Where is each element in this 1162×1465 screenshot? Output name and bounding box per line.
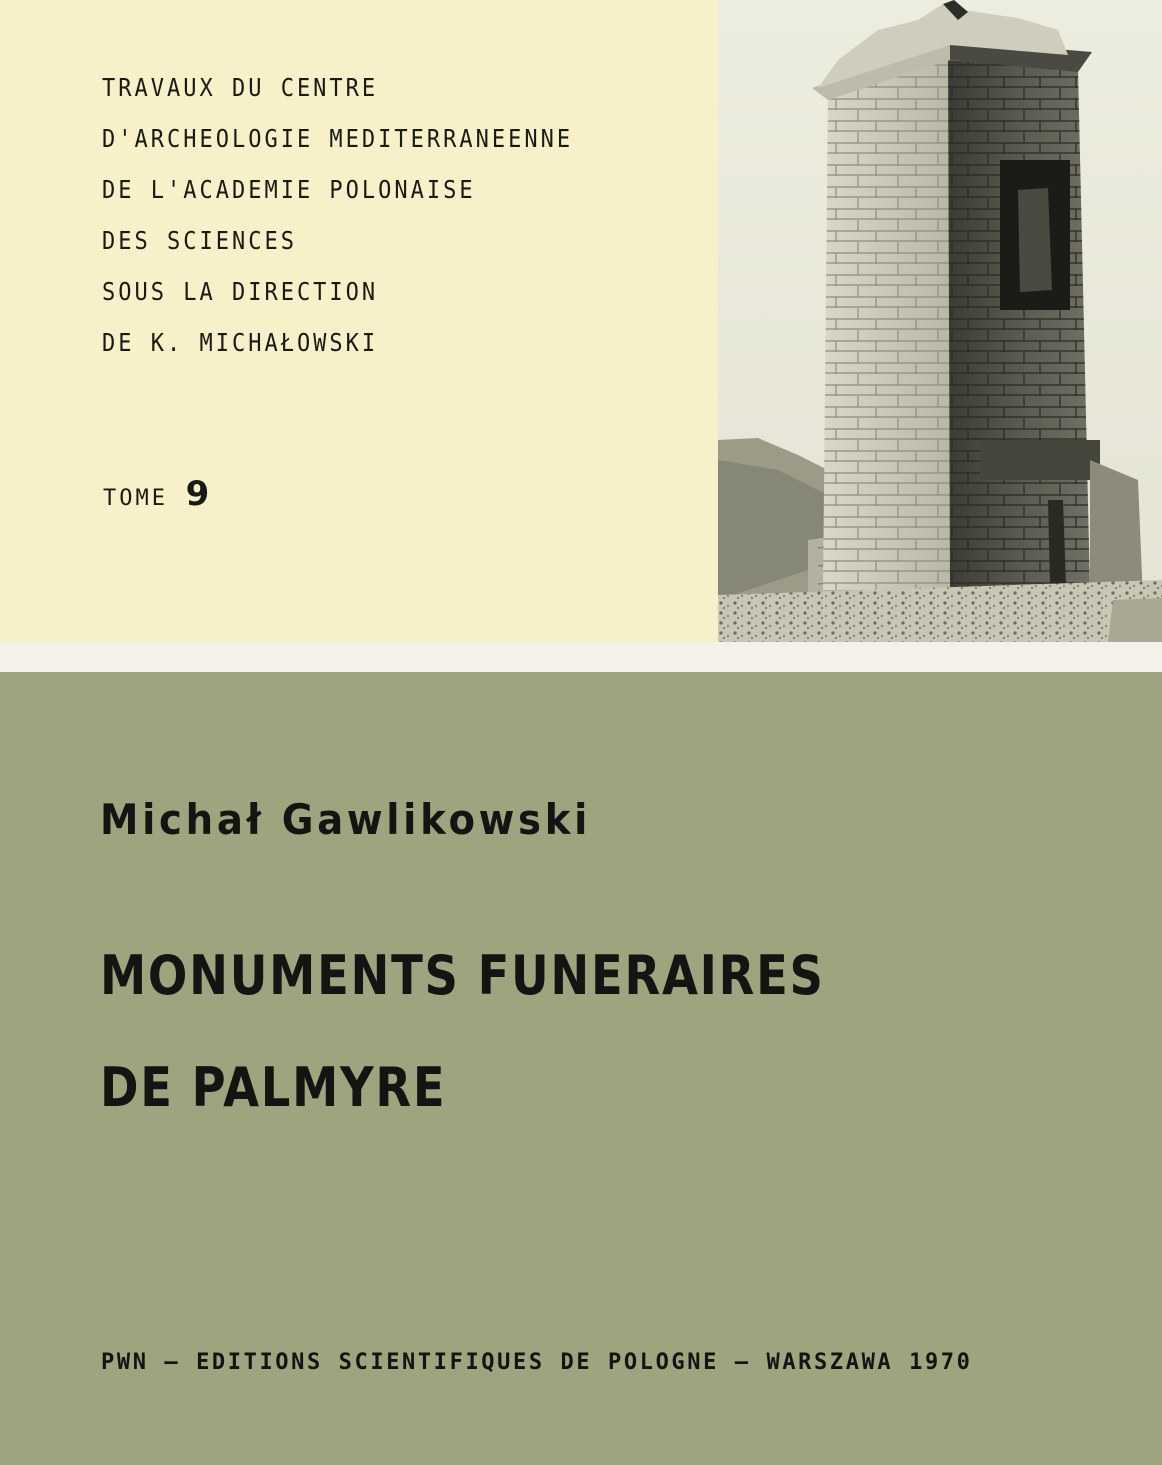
series-line: SOUS LA DIRECTION xyxy=(102,278,379,307)
divider-band xyxy=(0,642,1162,672)
series-line: DE K. MICHAŁOWSKI xyxy=(102,329,379,358)
volume-number xyxy=(103,474,209,514)
title-line: DE PALMYRE xyxy=(100,1056,447,1119)
series-line: DES SCIENCES xyxy=(102,227,297,256)
series-line: D'ARCHEOLOGIE MEDITERRANEENNE xyxy=(102,125,574,154)
author-name: Michał Gawlikowski xyxy=(100,795,592,844)
series-line: TRAVAUX DU CENTRE xyxy=(102,74,379,103)
tower-tomb-photo-icon xyxy=(718,0,1162,642)
tome-label: TOME xyxy=(103,486,168,511)
publisher-imprint: PWN – EDITIONS SCIENTIFIQUES DE POLOGNE – WARSZAWA 1970 xyxy=(101,1350,973,1375)
book-title xyxy=(100,920,825,1144)
title-line: MONUMENTS FUNERAIRES xyxy=(100,944,825,1007)
series-line: DE L'ACADEMIE POLONAISE xyxy=(102,176,476,205)
tome-number: 9 xyxy=(185,474,210,514)
series-statement xyxy=(102,74,573,380)
top-panel xyxy=(0,0,1162,642)
